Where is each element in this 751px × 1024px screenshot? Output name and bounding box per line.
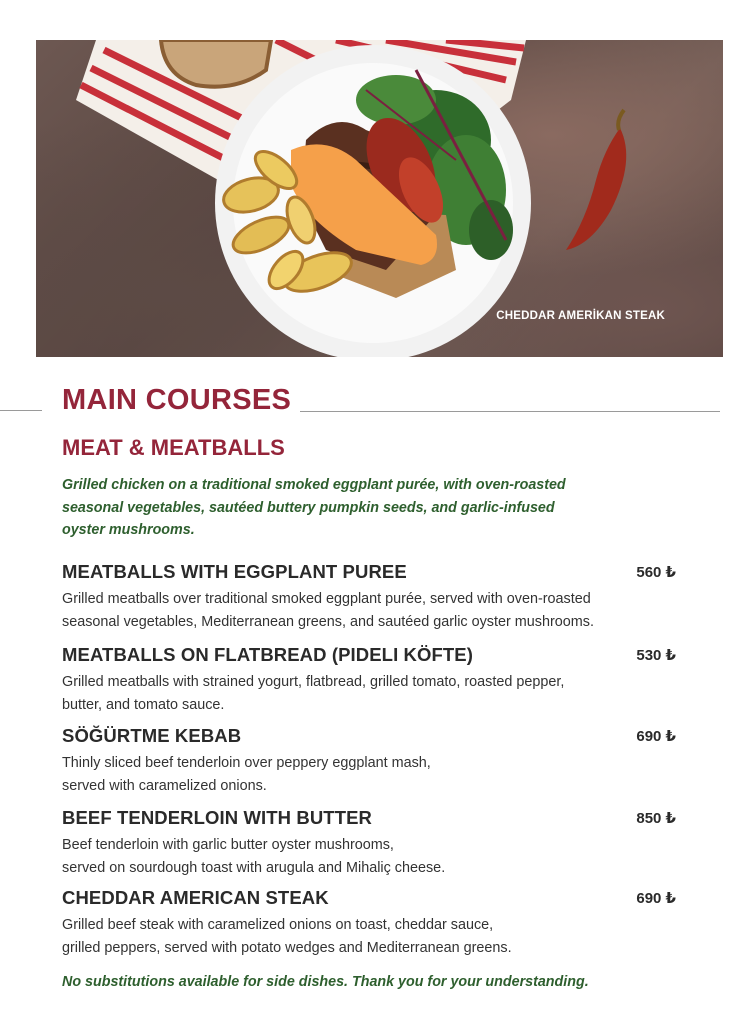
description-line: Grilled beef steak with caramelized onions on toast, cheddar sauce, [62, 917, 494, 933]
item-name: BEEF TENDERLOIN WITH BUTTER [62, 807, 372, 828]
menu-item [62, 806, 676, 880]
title-rule-left [0, 410, 42, 411]
description-line: butter, and tomato sauce. [62, 697, 225, 713]
page-title: MAIN COURSES [62, 384, 292, 416]
item-description [62, 750, 676, 798]
title-rule-right [300, 411, 720, 412]
menu-item [62, 886, 676, 960]
item-price: 690 ₺ [636, 890, 676, 907]
menu-item [62, 643, 676, 717]
intro-line: seasonal vegetables, sautéed buttery pumpkin seeds, and garlic-infused [62, 499, 555, 516]
photo-caption: CHEDDAR AMERİKAN STEAK [496, 310, 665, 322]
item-price: 850 ₺ [636, 810, 676, 827]
menu-item [62, 724, 676, 798]
description-line: served on sourdough toast with arugula and Mihaliç cheese. [62, 860, 446, 876]
intro-line: oyster mushrooms. [62, 522, 195, 538]
item-description [62, 912, 676, 960]
item-price: 690 ₺ [636, 728, 676, 745]
footer-note: No substitutions available for side dishes. Thank you for your understanding. [62, 974, 589, 990]
item-name: MEATBALLS ON FLATBREAD (PIDELI KÖFTE) [62, 644, 474, 665]
section-intro [62, 474, 642, 542]
item-name: MEATBALLS WITH EGGPLANT PUREE [62, 561, 407, 582]
hero-photo [36, 40, 723, 357]
description-line: Beef tenderloin with garlic butter oyster mushrooms, [62, 837, 394, 853]
dried-chili [566, 110, 626, 250]
item-description [62, 832, 676, 880]
item-description [62, 586, 676, 634]
item-name: SÖĞÜRTME KEBAB [62, 725, 242, 746]
description-line: grilled peppers, served with potato wedges and Mediterranean greens. [62, 940, 512, 956]
item-description [62, 669, 676, 717]
description-line: Thinly sliced beef tenderloin over peppery eggplant mash, [62, 755, 431, 771]
item-name: CHEDDAR AMERICAN STEAK [62, 887, 329, 908]
menu-item [62, 560, 676, 634]
description-line: Grilled meatballs with strained yogurt, flatbread, grilled tomato, roasted pepper, [62, 674, 565, 690]
intro-line: Grilled chicken on a traditional smoked eggplant purée, with oven-roasted [62, 477, 566, 493]
item-price: 560 ₺ [636, 564, 676, 581]
item-price: 530 ₺ [636, 647, 676, 664]
description-line: served with caramelized onions. [62, 778, 267, 794]
description-line: Grilled meatballs over traditional smoked eggplant purée, served with oven-roasted [62, 591, 591, 607]
section-subtitle: MEAT & MEATBALLS [62, 435, 285, 460]
description-line: seasonal vegetables, Mediterranean greens, and sautéed garlic oyster mushrooms. [62, 614, 594, 630]
